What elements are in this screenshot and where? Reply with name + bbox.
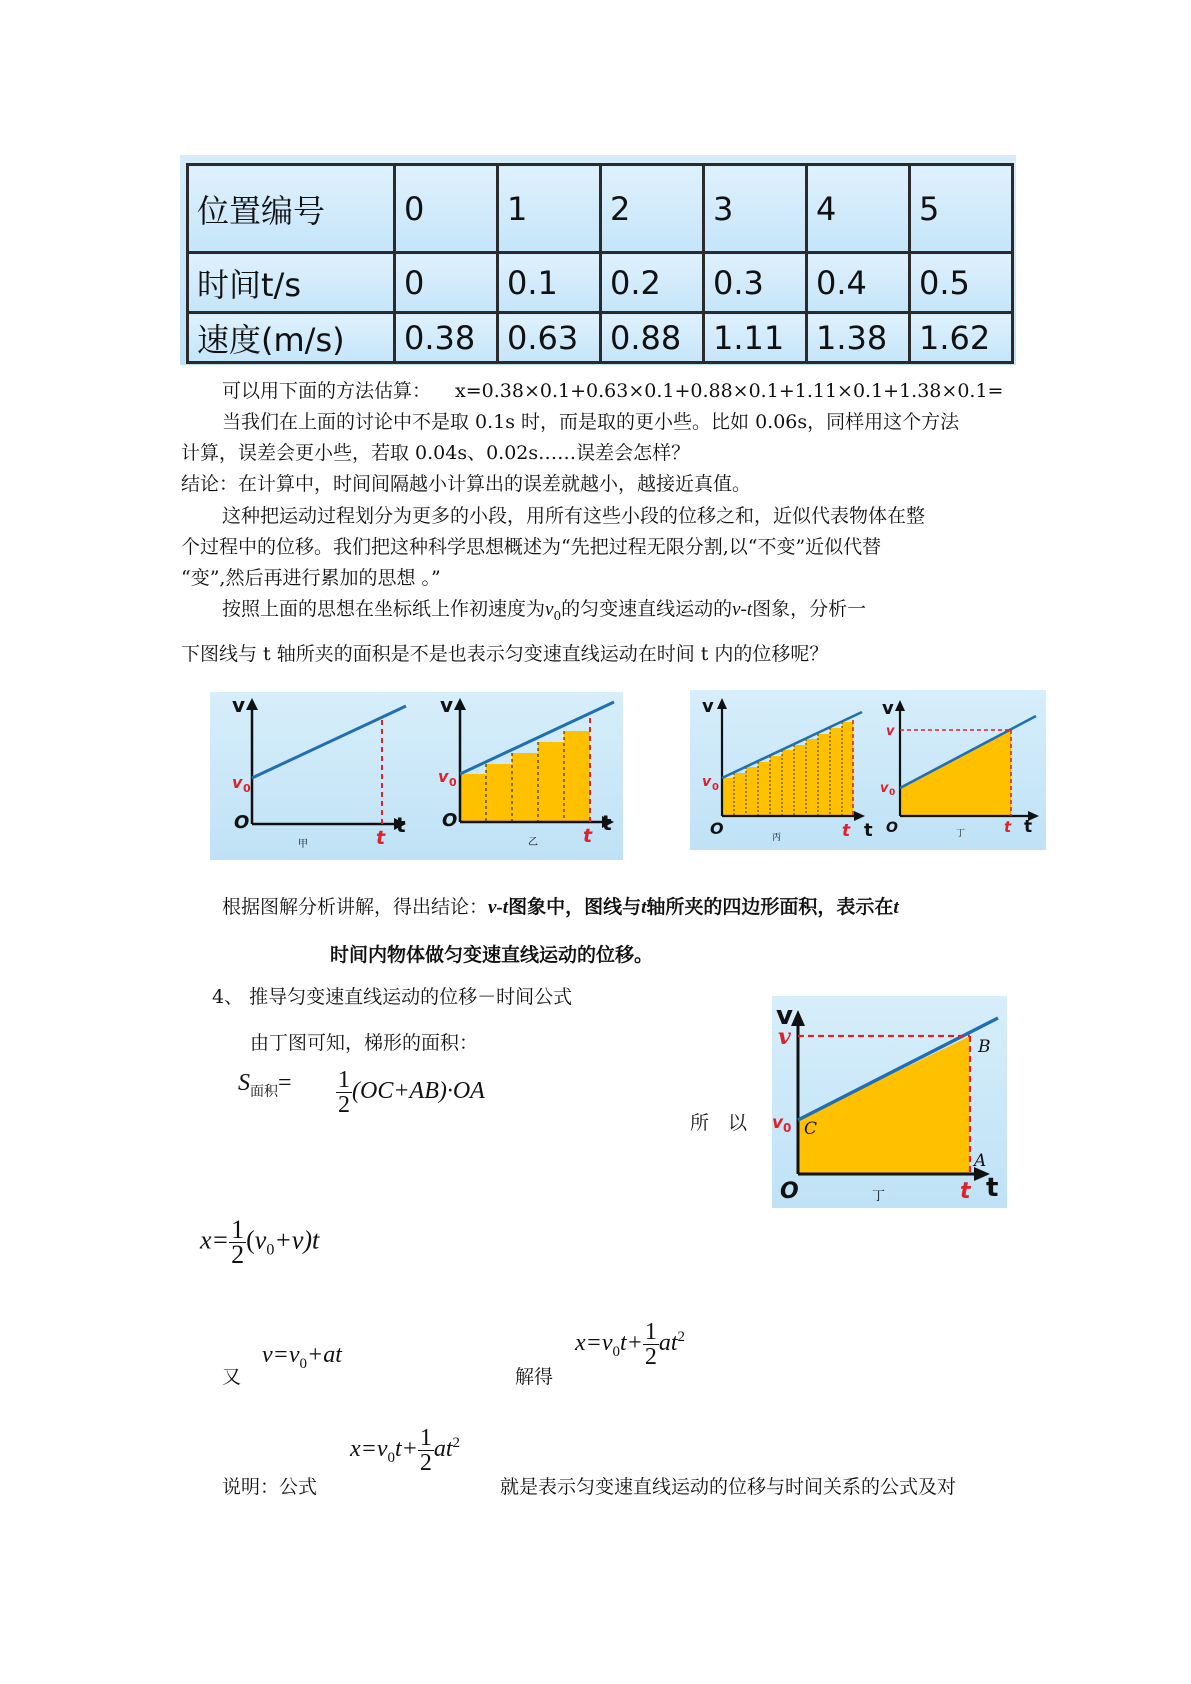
label-ding: 丁 [872, 1189, 886, 1204]
estimate-line [222, 380, 1003, 402]
area-formula: $S_{面积}=$ [238, 1070, 292, 1100]
table-cell: 0.5 [910, 253, 1013, 313]
graph-svg [210, 692, 623, 860]
jiede-text: 解得 [515, 1366, 554, 1388]
suoyi-text: 所 以 [690, 1112, 748, 1134]
axis-v-label: v [702, 696, 714, 717]
table-row [188, 313, 1013, 363]
v0-sub: 0 [243, 782, 251, 795]
v0-sub: 0 [783, 1121, 792, 1135]
v-mark-label: v [886, 724, 895, 739]
axis-t-label: t [864, 820, 873, 841]
table-row-head: 速度(m/s) [188, 313, 395, 363]
table-cell: 0.38 [395, 313, 498, 363]
axis-v-label: v [232, 693, 246, 717]
graph-svg [690, 690, 1046, 850]
table-cell: 0.4 [807, 253, 910, 313]
result-formula: $x=v_0t+$ $\frac{1}{2}$ $at^2$ [575, 1319, 686, 1370]
v0-sub: 0 [889, 788, 896, 798]
table-cell: 0 [395, 253, 498, 313]
t-mark-label: t [1004, 818, 1012, 836]
table-cell: 2 [601, 165, 704, 253]
you-text: 又 [222, 1366, 242, 1388]
label-ding: 丁 [956, 829, 966, 839]
v0-label: v [438, 767, 449, 786]
graph-jia [246, 698, 406, 830]
table-cell: 1 [498, 165, 601, 253]
axis-t-label: t [1024, 817, 1033, 837]
paragraph-line: 按照上面的思想在坐标纸上作初速度为$v_0$的匀变速直线运动的v-t图象，分析一 [222, 598, 867, 623]
point-c-label: C [804, 1119, 818, 1139]
conclusion-paragraph: 根据图解分析讲解，得出结论：v-t图象中，图线与t轴所夹的四边形面积，表示在t [222, 896, 899, 918]
point-a-label: A [974, 1151, 987, 1171]
t-mark-label: t [842, 821, 851, 841]
data-table [186, 163, 1014, 364]
point-b-label: B [978, 1037, 991, 1057]
tail-text: 就是表示匀变速直线运动的位移与时间关系的公式及对 [500, 1476, 957, 1498]
axis-v-label: v [776, 1001, 793, 1031]
label-jia: 甲 [298, 839, 308, 850]
data-table-panel [180, 155, 1016, 365]
shuoming-text: 说明：公式 [222, 1476, 318, 1498]
v-mark-label: v [778, 1024, 791, 1050]
graph-panel-right [690, 690, 1046, 850]
label-bing: 丙 [772, 833, 782, 843]
graph-svg [772, 996, 1007, 1208]
t-mark-label: t [376, 827, 386, 849]
trapezoid-text: 由丁图可知，梯形的面积： [250, 1032, 479, 1054]
v0-sub: 0 [449, 776, 457, 789]
axis-t-label: t [986, 1173, 999, 1203]
axis-v-label: v [440, 693, 454, 717]
graph-yi [454, 698, 614, 828]
t-mark-label: t [960, 1179, 971, 1204]
table-row [188, 253, 1013, 313]
displacement-formula: x= $\frac{1}{2}$ $(v_0+v)t$ [200, 1215, 320, 1269]
v0-label: v [772, 1113, 784, 1133]
table-row-head: 位置编号 [188, 165, 395, 253]
paragraph-line: 计算，误差会更小些，若取 0.04s、0.02s……误差会怎样？ [181, 442, 691, 464]
velocity-formula: $v=v_0+at$ [262, 1342, 342, 1372]
table-cell: 4 [807, 165, 910, 253]
label-yi: 乙 [528, 837, 538, 848]
origin-label: O [710, 819, 724, 838]
table-cell: 0.63 [498, 313, 601, 363]
paragraph-line: “变”,然后再进行累加的思想 。” [181, 567, 441, 589]
table-cell: 0.88 [601, 313, 704, 363]
origin-label: O [234, 812, 250, 833]
table-cell: 1.11 [704, 313, 807, 363]
table-cell: 0.1 [498, 253, 601, 313]
v0-sub: 0 [712, 782, 719, 793]
table-cell: 5 [910, 165, 1013, 253]
table-row-head: 时间t/s [188, 253, 395, 313]
conclusion-line: 结论：在计算中，时间间隔越小计算出的误差就越小，越接近真值。 [181, 473, 752, 495]
graph-panel-left [210, 692, 623, 860]
table-row [188, 165, 1013, 253]
axis-t-label: t [396, 813, 406, 837]
table-cell: 1.62 [910, 313, 1013, 363]
conclusion-paragraph-cont: 时间内物体做匀变速直线运动的位移。 [330, 944, 654, 966]
paragraph-line: 这种把运动过程划分为更多的小段，用所有这些小段的位移之和，近似代表物体在整 [222, 505, 926, 527]
paragraph-line: 个过程中的位移。我们把这种科学思想概述为“先把过程无限分割,以“不变”近似代替 [181, 536, 882, 558]
graph-ding-large [772, 996, 1007, 1208]
graph-ding-small [895, 700, 1039, 821]
estimate-lead: 可以用下面的方法估算： [222, 380, 432, 402]
v0-label: v [880, 781, 889, 796]
estimate-formula: x=0.38×0.1+0.63×0.1+0.88×0.1+1.11×0.1+1.38×0.1= [455, 380, 1004, 402]
origin-label: O [886, 820, 898, 836]
table-cell: 3 [704, 165, 807, 253]
v0-label: v [702, 774, 712, 790]
paragraph-line: 下图线与 t 轴所夹的面积是不是也表示匀变速直线运动在时间 t 内的位移呢？ [181, 643, 829, 665]
origin-label: O [780, 1179, 799, 1204]
paragraph-line: 当我们在上面的讨论中不是取 0.1s 时，而是取的更小些。比如 0.06s，同样用这个方法 [222, 411, 960, 433]
table-cell: 1.38 [807, 313, 910, 363]
section-heading: 4、 推导匀变速直线运动的位移－时间公式 [212, 986, 573, 1008]
table-cell: 0 [395, 165, 498, 253]
origin-label: O [442, 810, 458, 831]
table-cell: 0.3 [704, 253, 807, 313]
table-cell: 0.2 [601, 253, 704, 313]
axis-t-label: t [602, 811, 612, 835]
axis-v-label: v [882, 698, 894, 719]
result-formula: $x=v_0t+$ $\frac{1}{2}$ $at^2$ [350, 1425, 461, 1476]
trapezoid-formula: $\frac{1}{2}$ (OC+AB)·OA [338, 1067, 485, 1118]
t-mark-label: t [583, 825, 593, 847]
graph-bing [717, 698, 865, 821]
v0-label: v [232, 773, 243, 792]
